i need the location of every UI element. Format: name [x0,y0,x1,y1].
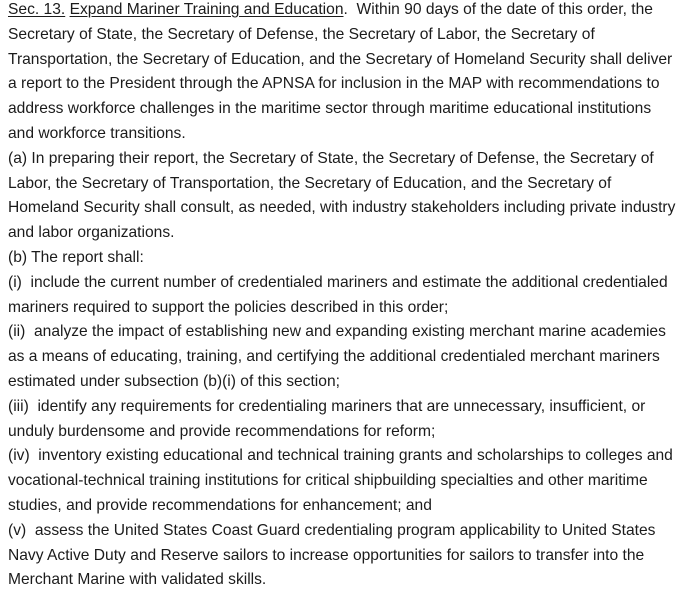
section-number: Sec. 13. [8,1,66,18]
subsection-a: (a) In preparing their report, the Secretary of State, the Secretary of Defense, the Secretary of Labor, the Secretary of Transportation, the Secretary of Education, and the Secretary of Homeland Security shall consult, as needed, with industry stakeholders including private industry and labor organizations. [8,149,676,242]
section-13-intro [0,0,684,147]
clause-v: (v) assess the United States Coast Guard credentialing program applicability to United States Navy Active Duty and Reserve sailors to increase opportunities for sailors to transfer into the Merchant Marine with validated skills. [8,521,660,589]
clause-iii: (iii) identify any requirements for credentialing mariners that are unnecessary, insufficient, or unduly burdensome and provide recommendations for reform; [8,397,650,440]
subsection-b: (b) The report shall: [8,248,144,266]
clause-iv: (iv) inventory existing educational and technical training grants and scholarships to colleges and vocational-technical training institutions for critical shipbuilding specialties and other maritime studies, and provide recommendations for enhancement; and [8,447,678,514]
section-heading: Expand Mariner Training and Education [69,1,344,18]
clause-i: (i) include the current number of credentialed mariners and estimate the additional credentialed mariners required to support the policies described in this order; [8,273,672,316]
section-intro-text: Within 90 days of the date of this order, the Secretary of State, the Secretary of Defense, the Secretary of Labor, the Secretary of Transportation, the Secretary of Education, and the Secretary of Homeland Security shall deliver a report to the President through the APNSA for inclusion in the MAP with recommendations to address workforce challenges in the maritime sector through maritime educational institutions and workforce transitions. [8,1,677,142]
clause-ii: (ii) analyze the impact of establishing new and expanding existing merchant marine academies as a means of educating, training, and certifying the additional credentialed merchant mariners estimated under subsection (b)(i) of this section; [8,323,671,390]
section-heading-period: . [343,1,348,18]
